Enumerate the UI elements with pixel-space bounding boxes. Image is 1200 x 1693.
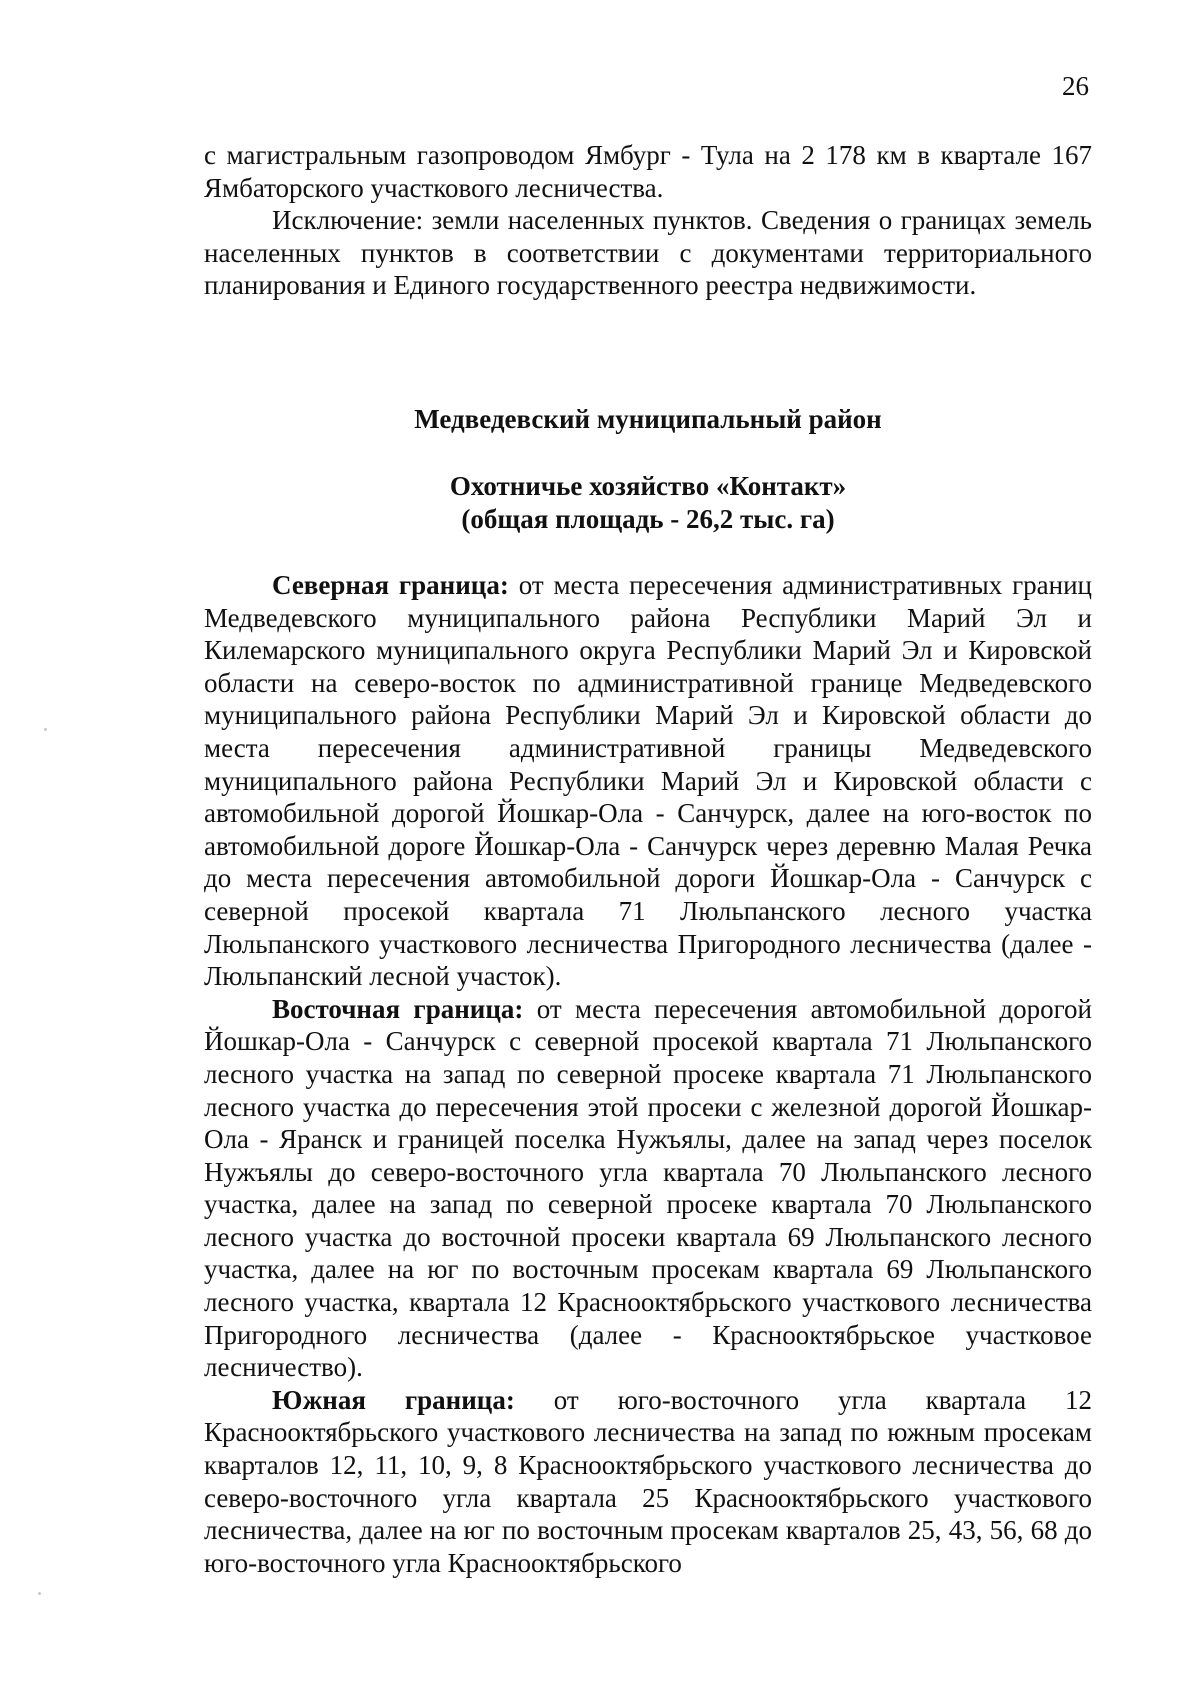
north-border-label: Северная граница: xyxy=(272,570,509,600)
scan-speck xyxy=(44,728,47,731)
east-border-text: от места пересечения автомобильной дорогой Йошкар-Ола - Санчурск с северной просекой квартала 71 Люльпанского лесного участка на запад по северной просеке квартала 71 Люльпанского лесного участка до пересечения этой просеки с железной дорогой Йошкар-Ола - Яранск и границей поселка Нужъялы, далее на запад через поселок Нужъялы до северо-восточного угла квартала 70 Люльпанского лесного участка, далее на запад по северной просеке квартала 70 Люльпанского лесного участка до восточной просеки квартала 69 Люльпанского лесного участка, далее на юг по восточным просекам квартала 69 Люльпанского лесного участка, квартала 12 Краснооктябрьского участкового лесничества Пригородного лесничества (далее - Краснооктябрьское участковое лесничество). xyxy=(204,993,1092,1383)
intro-section xyxy=(204,139,1092,302)
south-border-text: от юго-восточного угла квартала 12 Краснооктябрьского участкового лесничества на запад по южным просекам кварталов 12, 11, 10, 9, 8 Краснооктябрьского участкового лесничества до северо-восточного угла квартала 25 Краснооктябрьского участкового лесничества, далее на юг по восточным просекам кварталов 25, 43, 56, 68 до юго-восточного угла Краснооктябрьского xyxy=(204,1384,1092,1578)
east-border-label: Восточная граница: xyxy=(272,993,524,1024)
district-heading: Медведевский муниципальный район xyxy=(414,404,882,434)
north-border-text: от места пересечения административных границ Медведевского муниципального района Республики Марий Эл и Килемарского муниципального округа Республики Марий Эл и Кировской области на северо-восток по административной границе Медведевского муниципального района Республики Марий Эл и Кировской области до места пересечения административной границы Медведевского муниципального района Республики Марий Эл и Кировской области с автомобильной дорогой Йошкар-Ола - Санчурск, далее на юго-восток по автомобильной дороге Йошкар-Ола - Санчурск через деревню Малая Речка до места пересечения автомобильной дороги Йошкар-Ола - Санчурск с северной просекой квартала 71 Люльпанского лесного участка Люльпанского участкового лесничества Пригородного лесничества (далее - Люльпанский лесной участок). xyxy=(204,570,1092,992)
south-border-paragraph xyxy=(204,1384,1092,1580)
south-border-label: Южная граница: xyxy=(272,1384,515,1415)
total-area-heading: (общая площадь - 26,2 тыс. га) xyxy=(461,504,835,534)
exclusion-paragraph: Исключение: земли населенных пунктов. Сведения о границах земель населенных пунктов в соответствии с документами территориального планирования и Единого государственного реестра недвижимости. xyxy=(204,205,1092,301)
borders-section xyxy=(204,569,1092,1579)
intro-paragraph: с магистральным газопроводом Ямбург - Тула на 2 178 км в квартале 167 Ямбаторского участкового лесничества. xyxy=(204,140,1092,203)
east-border-paragraph xyxy=(204,993,1092,1384)
hunting-farm-heading: Охотничье хозяйство «Контакт» xyxy=(449,471,847,501)
page-number: 26 xyxy=(1062,71,1089,101)
north-border-paragraph xyxy=(204,569,1092,993)
scan-speck xyxy=(38,1592,41,1595)
